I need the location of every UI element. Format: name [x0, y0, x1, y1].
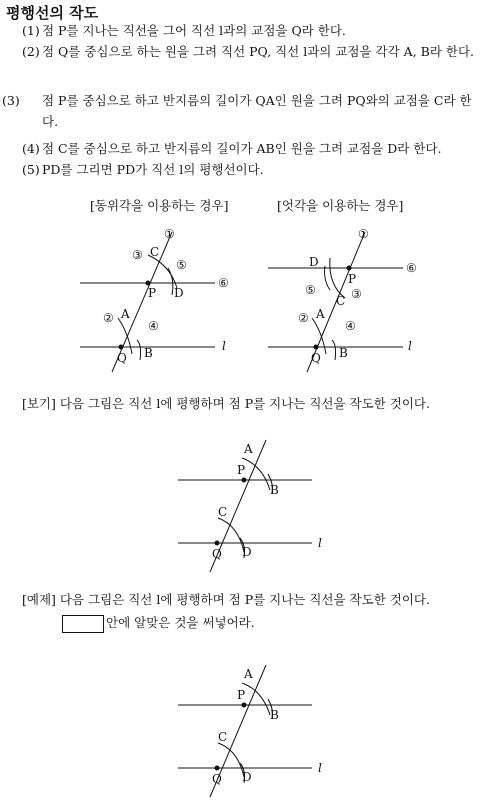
label-l-right: l [408, 339, 412, 353]
label-b-right: B [339, 346, 348, 360]
num-4-right: ④ [345, 319, 356, 333]
arc-5-right [325, 266, 330, 290]
label-d-right: D [309, 255, 319, 269]
num-2-left: ② [103, 311, 114, 325]
bogi-text: [보기] 다음 그림은 직선 l에 평행하며 점 P를 지나는 직선을 작도한 것이다. [22, 396, 430, 411]
arc-3-right [330, 258, 345, 298]
num-5-right: ⑤ [305, 283, 316, 297]
point-p-yeje [242, 703, 247, 708]
label-a-left: A [121, 307, 130, 321]
label-c-right: C [336, 294, 346, 308]
yeje-text: [예제] 다음 그림은 직선 l에 평행하며 점 P를 지나는 직선을 작도한 것이다. [22, 592, 430, 607]
label-a-yeje: A [244, 667, 253, 681]
caption-corresponding: [동위각을 이용하는 경우] [90, 198, 229, 213]
label-l-left: l [222, 339, 226, 353]
yeje-instruction: 안에 알맞은 것을 써넣어라. [62, 613, 255, 633]
label-d-left: D [174, 286, 184, 300]
page-title: 평행선의 작도 [6, 4, 99, 22]
num-2-right: ② [298, 311, 309, 325]
caption-alternate: [엇각을 이용하는 경우] [277, 198, 404, 213]
point-q-yeje [215, 766, 220, 771]
step-1: (1) 점 P를 지나는 직선을 그어 직선 l과의 교점을 Q라 한다. [22, 23, 346, 38]
label-q-bogi: Q [212, 547, 222, 561]
label-d-yeje: D [242, 770, 252, 784]
point-q-right [314, 345, 319, 350]
arc-4-left [137, 340, 141, 360]
label-p-right: P [348, 272, 357, 286]
step-4: (4) 점 C를 중심으로 하고 반지름의 길이가 AB인 원을 그려 교점을 D라 한다. [22, 141, 442, 156]
label-q-left: Q [117, 351, 127, 365]
label-l-bogi: l [318, 536, 322, 550]
label-d-bogi: D [242, 545, 252, 559]
answer-blank[interactable] [62, 615, 104, 633]
step-5: (5) PD를 그리면 PD가 직선 l의 평행선이다. [22, 162, 264, 177]
label-p-yeje: P [237, 688, 246, 702]
step-2: (2) 점 Q를 중심으로 하는 원을 그려 직선 PQ, 직선 l과의 교점을 각각 A, B라 한다. [22, 44, 474, 59]
arc-4-right [332, 340, 336, 360]
num-6-right: ⑥ [406, 261, 417, 275]
point-p-bogi [242, 478, 247, 483]
label-b-bogi: B [270, 483, 279, 497]
label-l-yeje: l [318, 761, 322, 775]
point-p-left [146, 281, 151, 286]
label-q-yeje: Q [212, 772, 222, 786]
num-1-right: ① [358, 227, 369, 241]
num-4-left: ④ [148, 319, 159, 333]
label-c-left: C [150, 245, 160, 259]
label-q-right: Q [311, 351, 321, 365]
label-p-left: P [148, 286, 157, 300]
num-1-left: ① [164, 227, 175, 241]
point-q-left [119, 345, 124, 350]
num-3-left: ③ [132, 248, 143, 262]
num-3-right: ③ [351, 287, 362, 301]
point-q-bogi [215, 541, 220, 546]
label-b-left: B [144, 346, 153, 360]
label-c-yeje: C [218, 730, 228, 744]
label-b-yeje: B [270, 708, 279, 722]
label-a-right: A [316, 307, 325, 321]
label-p-bogi: P [237, 463, 246, 477]
step-3: (3) 점 P를 중심으로 하고 반지름의 길이가 QA인 원을 그려 PQ와의 교점을 C라 한다. [2, 93, 472, 129]
num-6-left: ⑥ [218, 276, 229, 290]
point-p-right [347, 266, 352, 271]
num-5-left: ⑤ [176, 258, 187, 272]
label-c-bogi: C [218, 505, 228, 519]
label-a-bogi: A [244, 442, 253, 456]
